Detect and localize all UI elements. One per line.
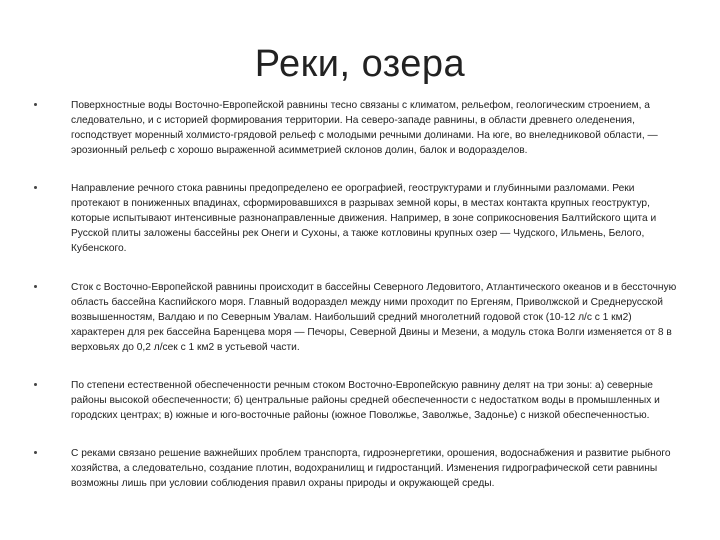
bullet-text: По степени естественной обеспеченности речным стоком Восточно-Европейскую равнину делят на три зоны: а) северные районы высокой обеспеченности; б) центральные районы средней обеспеченности с недостатком воды в промышленных и городских центрах; в) южные и юго-восточные районы (южное Поволжье, Заволжье, Задонье) с низкой обеспеченностью. [71, 380, 660, 421]
bullet-dot-icon [34, 383, 37, 386]
bullet-text: Поверхностные воды Восточно-Европейской равнины тесно связаны с климатом, рельефом, геологическим строением, а следовательно, и с историей формирования территории. На северо-западе равнины, в области древнего оледенения, господствует моренный холмисто-грядовой рельеф с молодыми речными долинами. На юге, во внеледниковой области, — эрозионный рельеф с хорошо выраженной асимметрией склонов долин, балок и водоразделов. [71, 100, 658, 156]
bullet-text: Направление речного стока равнины предопределено ее орографией, геоструктурами и глубинными разломами. Реки протекают в пониженных впадинах, сформировавшихся в разрывах земной коры, в местах контакта крупных геоструктур, которые испытывают интенсивные разнонаправленные движения. Например, в зоне соприкосновения Балтийского щита и Русской плиты заложены бассейны рек Онеги и Сухоны, а также котловины крупных озер — Чудского, Ильмень, Белого, Кубенского. [71, 183, 657, 254]
bullet-item [34, 378, 682, 423]
bullet-dot-icon [34, 186, 37, 189]
bullet-dot-icon [34, 285, 37, 288]
bullet-dot-icon [34, 103, 37, 106]
bullet-item [34, 280, 682, 355]
slide-title: Реки, озера [254, 43, 466, 85]
bullet-item [34, 446, 682, 491]
bullet-item [34, 98, 682, 158]
bullet-item [34, 181, 682, 256]
bullet-list [34, 98, 682, 491]
bullet-text: С реками связано решение важнейших проблем транспорта, гидроэнергетики, орошения, водоснабжения и развитие рыбного хозяйства, а следовательно, создание плотин, водохранилищ и гидростанций. Изменения гидрографической сети равнины возможны лишь при условии соблюдения правил охраны природы и окружающей среды. [71, 448, 671, 489]
bullet-dot-icon [34, 451, 37, 454]
bullet-text: Сток с Восточно-Европейской равнины происходит в бассейны Северного Ледовитого, Атлантического океанов и в бессточную область бассейна Каспийского моря. Главный водораздел между ними проходит по Ергеням, Приволжской и Среднерусской возвышенностям, Валдаю и по Северным Увалам. Наибольший средний многолетний годовой сток (10-12 л/с с 1 км2) характерен для рек бассейна Баренцева моря — Печоры, Северной Двины и Мезени, а модуль стока Волги изменяется от 8 в верховьях до 0,2 л/сек с 1 км2 в устьевой части. [71, 282, 677, 353]
